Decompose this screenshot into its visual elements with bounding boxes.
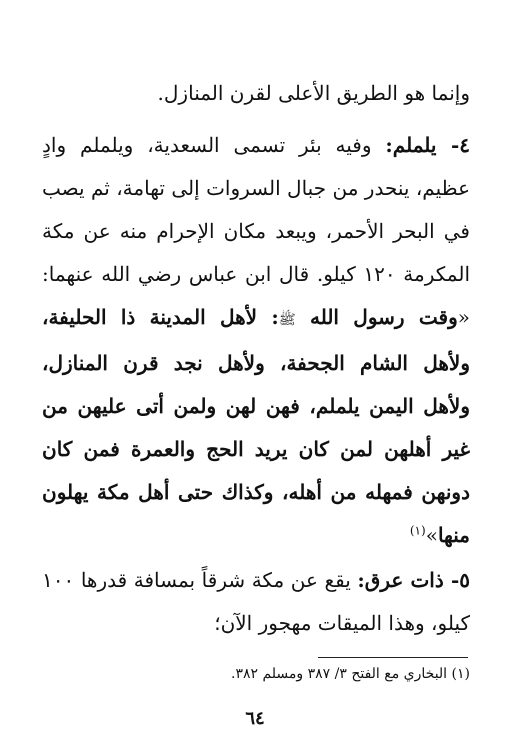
footnote	[42, 663, 470, 685]
hadith-quote-prefix: وقت رسول الله	[295, 305, 458, 329]
item-5-label: ٥- ذات عرق:	[357, 568, 471, 592]
item-5-text: يقع عن مكة شرقاً بمسافة قدرها ١٠٠ كيلو، وهذا الميقات مهجور الآن؛	[42, 568, 470, 635]
quote-close-mark: »	[425, 523, 438, 547]
item-4-label: ٤- يلملم:	[385, 133, 470, 157]
hadith-quote-suffix: : لأهل المدينة ذا الحليفة، ولأهل الشام الجحفة، ولأهل نجد قرن المنازل، ولأهل اليمن يلملم، فهن لهن ولمن أتى عليهن من غير أهلهن لمن كان يريد الحج والعمرة فمن كان دونهن فمهله من أهله، وكذاك حتى أهل مكة يهلون منها	[42, 305, 470, 547]
salutation-glyph: ﷺ	[278, 312, 296, 328]
footnote-ref-marker[interactable]: (١)	[409, 523, 426, 538]
item-4-text: وفيه بئر تسمى السعدية، ويلملم وادٍ عظيم، ينحدر من جبال السروات إلى تهامة، ثم يصب في البحر الأحمر، ويبعد مكان الإحرام منه عن مكة المكرمة ١٢٠ كيلو. قال ابن عباس رضي الله عنهما: «	[42, 133, 470, 329]
intro-text: وإنما هو الطريق الأعلى لقرن المنازل.	[157, 81, 470, 105]
page-number	[0, 708, 510, 729]
footnote-separator	[318, 657, 468, 658]
item-4-paragraph	[42, 124, 470, 557]
intro-paragraph	[42, 72, 470, 115]
item-5-paragraph	[42, 559, 470, 645]
page-number-text: ٦٤	[245, 708, 265, 729]
footnote-text: (١) البخاري مع الفتح ٣/ ٣٨٧ ومسلم ٣٨٢.	[230, 666, 470, 682]
